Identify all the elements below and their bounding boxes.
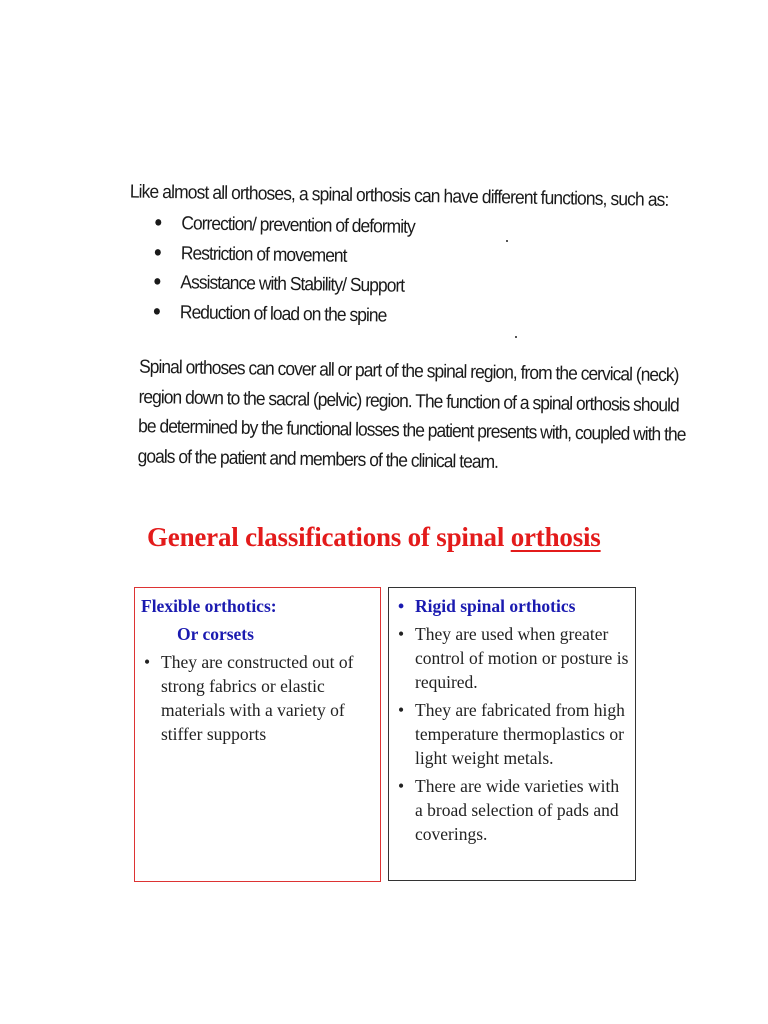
bullet-icon [154, 278, 160, 285]
rigid-list [395, 594, 629, 846]
paragraph-line: be determined by the functional losses the patient presents with, coupled with the [137, 414, 686, 445]
function-item: Reduction of load on the spine [128, 295, 658, 335]
bullet-icon [155, 219, 161, 226]
heading-text: General classifications of spinal [147, 522, 511, 552]
bullet-icon [154, 308, 160, 315]
flexible-bullet: • They are constructed out of strong fabrics or elastic materials with a variety of stiffer supports [141, 650, 372, 746]
scan-speck [506, 240, 508, 242]
flexible-title: Flexible orthotics: [141, 596, 277, 616]
paragraph-line: goals of the patient and members of the clinical team. [137, 444, 499, 472]
scan-speck [515, 336, 517, 338]
coverage-paragraph [137, 352, 686, 479]
bullet-icon [155, 249, 161, 256]
flexible-orthotics-box [134, 587, 381, 882]
scanned-excerpt [126, 178, 686, 472]
rigid-bullet: • There are wide varieties with a broad selection of pads and coverings. [395, 774, 629, 846]
paragraph-line: Spinal orthoses can cover all or part of the spinal region, from the cervical (neck) [138, 355, 679, 386]
function-item: Restriction of movement [129, 236, 659, 276]
functions-list [128, 208, 660, 334]
paragraph-line: region down to the sacral (pelvic) region. The function of a spinal orthosis should [138, 385, 679, 416]
function-item: Correction/ prevention of deformity [129, 207, 659, 247]
rigid-bullet: • They are fabricated from high temperature thermoplastics or light weight metals. [395, 698, 629, 770]
flexible-bullets [141, 650, 372, 746]
heading-underlined-word: orthosis [510, 522, 601, 552]
rigid-orthotics-box [388, 587, 636, 881]
function-item: Assistance with Stability/ Support [128, 266, 658, 306]
rigid-title: • Rigid spinal orthotics [395, 594, 629, 618]
functions-intro: Like almost all orthoses, a spinal orthosis can have different functions, such as: [129, 180, 669, 211]
section-heading [147, 522, 601, 553]
flexible-subtitle: Or corsets [177, 624, 254, 644]
rigid-bullet: • They are used when greater control of motion or posture is required. [395, 622, 629, 694]
